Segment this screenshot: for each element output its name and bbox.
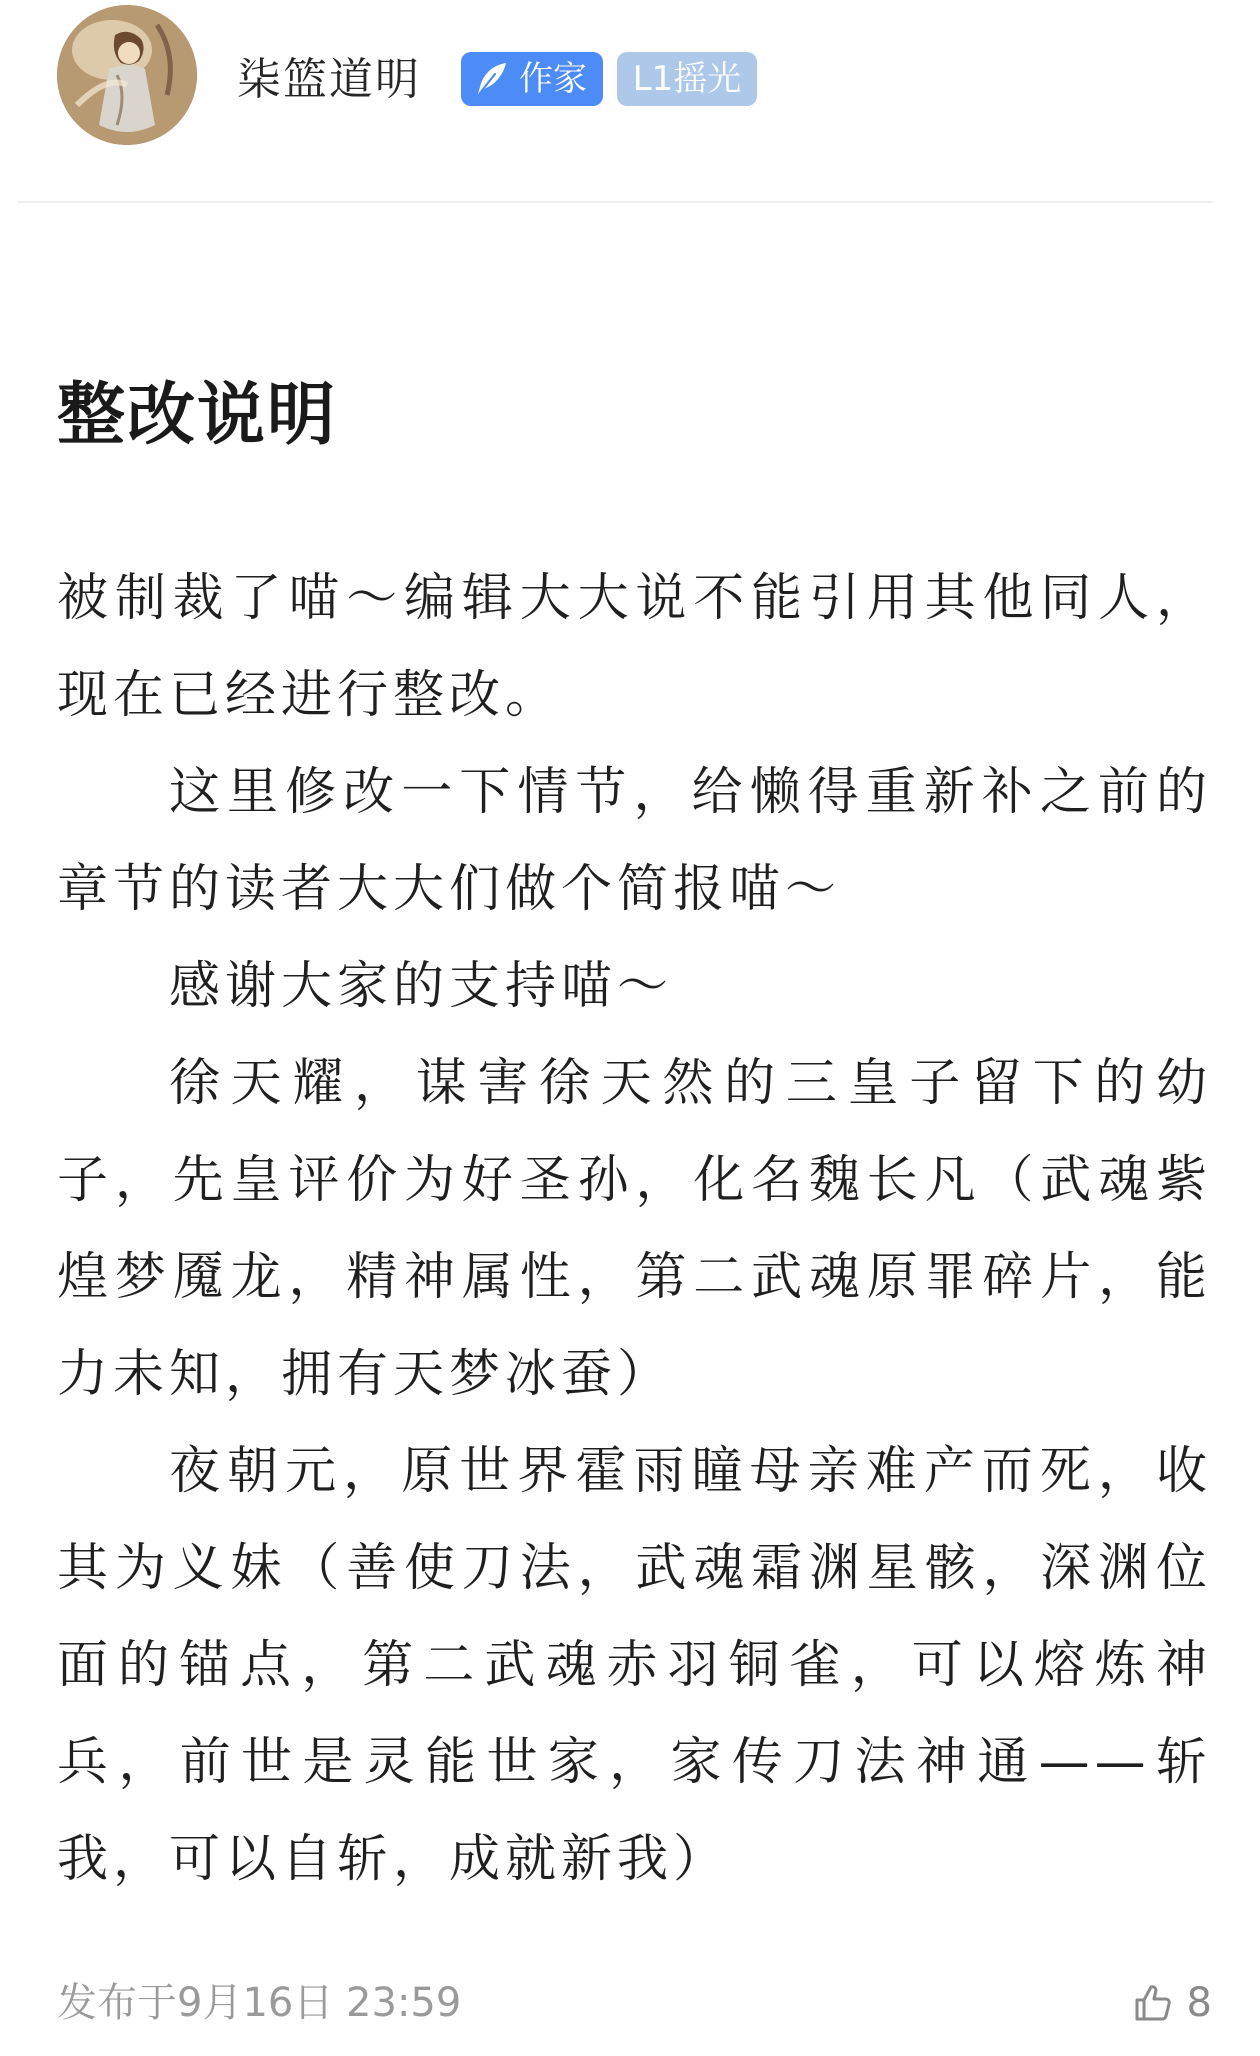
- like-count: 8: [1186, 1980, 1212, 2026]
- publish-time: 发布于9月16日 23:59: [57, 1980, 462, 2026]
- author-role-badge: [461, 52, 603, 106]
- post-paragraph: 被制裁了喵～编辑大大说不能引用其他同人，现在已经进行整改。: [57, 569, 1212, 725]
- post-paragraph: 感谢大家的支持喵～: [169, 957, 674, 1016]
- post-paragraph: 徐天耀，谋害徐天然的三皇子留下的幼子，先皇评价为好圣孙，化名魏长凡（武魂紫煌梦魇龙，精神属性，第二武魂原罪碎片，能力未知，拥有天梦冰蚕）: [57, 1054, 1212, 1404]
- thumbs-up-icon: [1131, 1981, 1175, 2025]
- post-header: [0, 0, 1260, 200]
- post-body: [57, 550, 1212, 1908]
- author-avatar[interactable]: [57, 5, 197, 145]
- author-name[interactable]: 柒篮道明: [237, 54, 421, 105]
- post-footer: [0, 1975, 1260, 2035]
- post-title: 整改说明: [57, 375, 338, 455]
- feather-pen-icon: [473, 60, 511, 98]
- post-paragraph: 夜朝元，原世界霍雨瞳母亲难产而死，收其为义妹（善使刀法，武魂霜渊星骸，深渊位面的锚点，第二武魂赤羽铜雀，可以熔炼神兵，前世是灵能世家，家传刀法神通——斩我，可以自斩，成就新我）: [57, 1442, 1212, 1889]
- level-badge: [617, 52, 757, 106]
- header-divider: [18, 201, 1213, 203]
- author-role-label: 作家: [519, 59, 587, 99]
- post-paragraph: 这里修改一下情节，给懒得重新补之前的章节的读者大大们做个简报喵～: [57, 763, 1212, 919]
- level-badge-label: L1摇光: [632, 59, 742, 99]
- avatar-illustration: [57, 5, 197, 145]
- like-button[interactable]: [1131, 1977, 1212, 2029]
